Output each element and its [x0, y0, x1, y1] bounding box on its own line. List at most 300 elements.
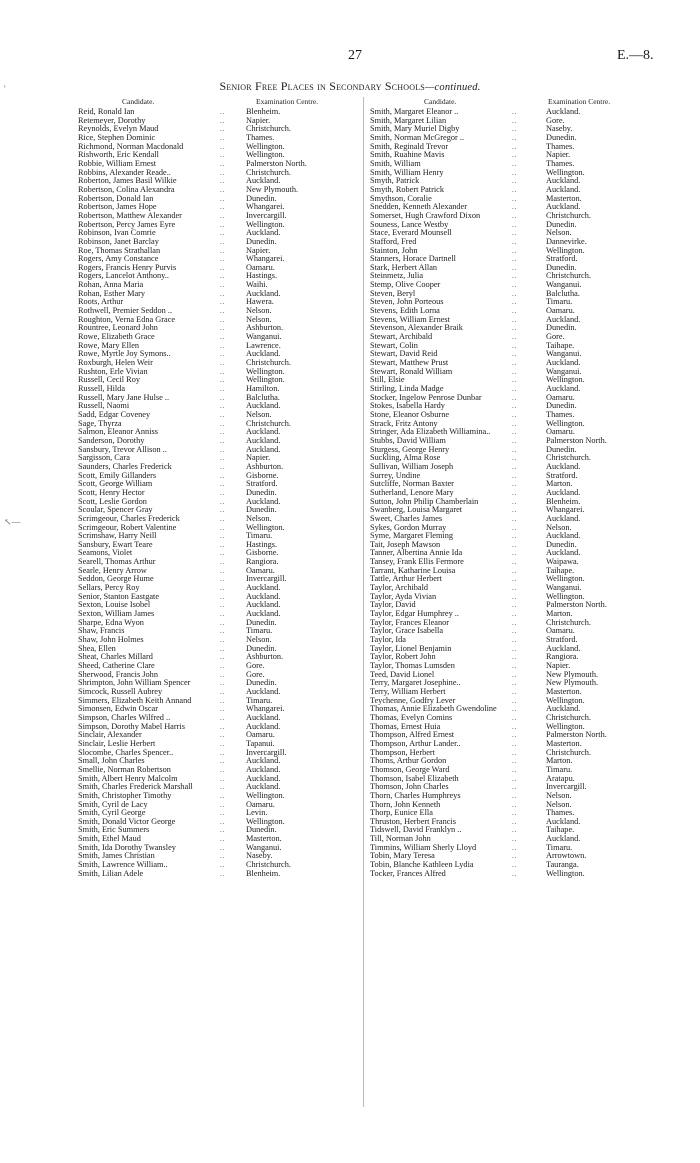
candidate-name: Retemeyer, Dorothy: [78, 115, 146, 125]
leader-dots: ..: [512, 523, 518, 532]
examination-centre: Auckland.: [246, 756, 281, 766]
leader-dots: ..: [512, 159, 518, 168]
examination-centre: Wellington.: [246, 141, 285, 151]
candidate-name: Scoular, Spencer Gray: [78, 505, 153, 515]
examination-centre: Christchurch.: [546, 617, 591, 627]
leader-dots: ..: [220, 246, 226, 255]
examination-centre: Timaru.: [546, 297, 573, 307]
candidate-name: Roxburgh, Helen Weir: [78, 358, 153, 368]
candidate-name: Slocombe, Charles Spencer..: [78, 747, 174, 757]
leader-dots: ..: [220, 610, 226, 619]
leader-dots: ..: [512, 385, 518, 393]
leader-dots: ..: [512, 333, 518, 342]
candidate-name: Thompson, Alfred Ernest: [370, 730, 455, 740]
leader-dots: ..: [512, 203, 518, 212]
candidate-name: Sansbury, Ewart Teare: [78, 539, 153, 549]
examination-centre: Ashburton.: [246, 323, 284, 333]
leader-dots: ..: [220, 826, 226, 835]
leader-dots: ..: [220, 367, 226, 376]
leader-dots: ..: [220, 592, 226, 601]
candidate-name: Tobin, Blanche Kathleen Lydia: [370, 860, 474, 870]
candidate-name: Terry, William Herbert: [370, 686, 446, 696]
candidate-name: Smith, Ida Dorothy Twansley: [78, 842, 176, 852]
candidate-name: Snedden, Kenneth Alexander: [370, 202, 467, 212]
leader-dots: ..: [512, 410, 518, 419]
examination-centre: Auckland.: [246, 444, 281, 454]
list-item: [78, 376, 394, 385]
candidate-name: Sinclair, Alexander: [78, 730, 142, 740]
candidate-name: Tobin, Mary Teresa: [370, 851, 435, 861]
leader-dots: ..: [220, 514, 226, 523]
examination-centre: Oamaru.: [546, 626, 575, 636]
leader-dots: ..: [220, 237, 226, 246]
examination-centre: Wellington.: [246, 375, 285, 385]
document-reference: E.—8.: [617, 48, 654, 63]
examination-centre: Auckland.: [546, 202, 581, 212]
candidate-name: Teed, David Lionel: [370, 669, 435, 679]
examination-centre: Nelson.: [246, 314, 272, 324]
leader-dots: ..: [220, 133, 226, 142]
list-item: [78, 619, 394, 628]
leader-dots: ..: [220, 324, 226, 333]
leader-dots: ..: [512, 315, 518, 324]
leader-dots: ..: [512, 462, 518, 471]
candidate-name: Scrimshaw, Harry Neill: [78, 531, 157, 541]
examination-centre: Christchurch.: [246, 167, 291, 177]
candidate-name: Smith, Reginald Trevor: [370, 141, 449, 151]
leader-dots: ..: [220, 385, 226, 393]
leader-dots: ..: [512, 307, 518, 316]
leader-dots: ..: [220, 757, 226, 766]
leader-dots: ..: [512, 636, 518, 645]
candidate-name: Stevens, Edith Lorna: [370, 306, 440, 316]
candidate-name: Stewart, Colin: [370, 340, 418, 350]
leader-dots: ..: [220, 428, 226, 437]
leader-dots: ..: [220, 436, 226, 445]
candidate-name: Sutcliffe, Norman Baxter: [370, 479, 454, 489]
candidate-name: Steven, Beryl: [370, 288, 416, 298]
leader-dots: ..: [220, 869, 226, 878]
candidate-name: Sexton, William James: [78, 609, 155, 619]
candidate-name: Sutherland, Lenore Mary: [370, 487, 454, 497]
candidate-name: Thorn, John Kenneth: [370, 799, 441, 809]
examination-centre: Auckland.: [246, 721, 281, 731]
candidate-name: Thompson, Herbert: [370, 747, 435, 757]
leader-dots: ..: [220, 566, 226, 575]
examination-centre: Gore.: [246, 661, 265, 670]
leader-dots: ..: [512, 125, 518, 134]
leader-dots: ..: [512, 592, 518, 601]
leader-dots: ..: [512, 480, 518, 489]
leader-dots: ..: [512, 108, 518, 116]
examination-centre: Wellington.: [246, 150, 285, 160]
candidate-name: Rishworth, Eric Kendall: [78, 150, 159, 160]
candidate-name: Russell, Cecil Roy: [78, 375, 140, 385]
examination-centre: Thames.: [546, 141, 575, 151]
page-number: 27: [348, 48, 362, 63]
examination-centre: Wellington.: [546, 574, 585, 584]
examination-centre: Auckland.: [246, 773, 281, 783]
candidate-name: Smith, Cyril George: [78, 808, 146, 818]
examination-centre: Dannevirke.: [546, 236, 587, 246]
candidate-name: Taylor, Ayda Vivian: [370, 591, 437, 601]
candidate-name: Salmon, Eleanor Anniss: [78, 427, 158, 437]
examination-centre: Wellington.: [246, 366, 285, 376]
leader-dots: ..: [220, 289, 226, 298]
candidate-name: Simmers, Elizabeth Keith Annand: [78, 695, 192, 705]
candidate-name: Sykes, Gordon Murray: [370, 522, 447, 532]
examination-centre: Auckland.: [246, 496, 281, 506]
examination-centre: Timaru.: [246, 626, 273, 636]
examination-centre: Dunedin.: [246, 643, 277, 653]
leader-dots: ..: [220, 151, 226, 160]
candidate-name: Scrimgeour, Robert Valentine: [78, 522, 177, 532]
leader-dots: ..: [220, 488, 226, 497]
examination-centre: Wellington.: [246, 522, 285, 532]
leader-dots: ..: [220, 584, 226, 593]
leader-dots: ..: [220, 168, 226, 177]
candidate-name: Roots, Arthur: [78, 297, 124, 307]
candidate-name: Stace, Everard Mounsell: [370, 228, 452, 238]
examination-centre: Wellington.: [546, 167, 585, 177]
candidate-name: Shrimpton, John William Spencer: [78, 678, 191, 688]
leader-dots: ..: [220, 532, 226, 541]
candidate-name: Robbins, Alexander Reade..: [78, 167, 171, 177]
leader-dots: ..: [512, 852, 518, 861]
examination-centre: Auckland.: [546, 643, 581, 653]
candidate-name: Sheat, Charles Millard: [78, 652, 153, 662]
leader-dots: ..: [512, 445, 518, 454]
examination-centre: Gore.: [246, 669, 265, 679]
examination-centre: Masterton.: [546, 193, 582, 203]
examination-centre: Dunedin.: [546, 262, 577, 272]
candidate-name: Thomson, John Charles: [370, 782, 449, 792]
leader-dots: ..: [220, 861, 226, 870]
examination-centre: Christchurch.: [246, 358, 291, 368]
leader-dots: ..: [220, 506, 226, 515]
leader-dots: ..: [512, 237, 518, 246]
examination-centre: Ashburton.: [246, 652, 284, 662]
leader-dots: ..: [512, 869, 518, 878]
examination-centre: Dunedin.: [246, 193, 277, 203]
examination-centre: Timaru.: [246, 531, 273, 541]
candidate-name: Reynolds, Evelyn Maud: [78, 124, 159, 134]
candidate-name: Robinson, Janet Barclay: [78, 236, 159, 246]
leader-dots: ..: [512, 341, 518, 350]
leader-dots: ..: [220, 272, 226, 281]
examination-centre: Christchurch.: [546, 453, 591, 463]
leader-dots: ..: [512, 488, 518, 497]
candidate-name: Stone, Eleanor Osburne: [370, 409, 450, 419]
examination-centre: Hastings.: [246, 271, 278, 281]
examination-centre: Nelson.: [546, 799, 572, 809]
examination-centre: Dunedin.: [246, 505, 277, 515]
examination-centre: Auckland.: [546, 314, 581, 324]
examination-centre: Palmerston North.: [546, 730, 607, 740]
leader-dots: ..: [220, 341, 226, 350]
candidate-name: Shaw, John Holmes: [78, 635, 144, 645]
candidate-name: Reid, Ronald Ian: [78, 107, 135, 116]
leader-dots: ..: [220, 255, 226, 264]
examination-centre: Auckland.: [246, 435, 281, 445]
leader-dots: ..: [512, 670, 518, 679]
leader-dots: ..: [512, 350, 518, 359]
candidate-name: Somerset, Hugh Crawford Dixon: [370, 210, 481, 220]
candidate-name: Russell, Hilda: [78, 384, 126, 393]
leader-dots: ..: [220, 800, 226, 809]
leader-dots: ..: [220, 696, 226, 705]
margin-arrow-mark: ↖—: [4, 517, 21, 527]
leader-dots: ..: [512, 393, 518, 402]
examination-centre: Wellington.: [546, 375, 585, 385]
centre-header: Examination Centre.: [548, 97, 611, 106]
leader-dots: ..: [512, 298, 518, 307]
examination-centre: Auckland.: [246, 176, 281, 186]
examination-centre: Tapanui.: [246, 738, 275, 748]
examination-centre: Invercargill.: [246, 210, 287, 220]
examination-centre: Auckland.: [246, 288, 281, 298]
examination-centre: Whangarei.: [246, 202, 285, 212]
candidate-name: Simpson, Dorothy Mabel Harris: [78, 721, 185, 731]
list-item: [370, 281, 686, 290]
leader-dots: ..: [220, 108, 226, 116]
examination-centre: Dunedin.: [246, 487, 277, 497]
candidate-name: Robertson, Percy James Eyre: [78, 219, 176, 229]
leader-dots: ..: [512, 800, 518, 809]
page-header: [0, 48, 700, 64]
examination-centre: Auckland.: [246, 609, 281, 619]
examination-centre: Napier.: [246, 453, 271, 463]
leader-dots: ..: [220, 575, 226, 584]
candidate-name: Seddon, George Hume: [78, 574, 154, 584]
leader-dots: ..: [512, 289, 518, 298]
leader-dots: ..: [512, 497, 518, 506]
examination-centre: Wanganui.: [246, 332, 282, 342]
examination-centre: Auckland.: [546, 184, 581, 194]
candidate-name: Thomas, Annie Elizabeth Gwendoline: [370, 704, 497, 714]
examination-centre: Masterton.: [246, 834, 282, 844]
candidate-name: Simonsen, Edwin Oscar: [78, 704, 158, 714]
leader-dots: ..: [220, 229, 226, 238]
examination-centre: Auckland.: [246, 600, 281, 610]
examination-centre: Thames.: [546, 409, 575, 419]
candidate-name: Taylor, Lionel Benjamin: [370, 643, 452, 653]
candidate-name: Stanners, Horace Dartnell: [370, 254, 456, 264]
examination-centre: Thames.: [546, 808, 575, 818]
candidate-name: Steinmetz, Julia: [370, 271, 423, 281]
leader-dots: ..: [512, 653, 518, 662]
leader-dots: ..: [220, 713, 226, 722]
candidate-name: Thruston, Herbert Francis: [370, 816, 456, 826]
candidate-name: Sinclair, Leslie Herbert: [78, 738, 156, 748]
leader-dots: ..: [512, 774, 518, 783]
examination-centre: Auckland.: [246, 349, 281, 359]
list-item: [78, 290, 394, 299]
candidate-header: Candidate.: [122, 97, 155, 106]
candidate-name: Stafford, Fred: [370, 236, 417, 246]
candidate-name: Smith, Norman McGregor ..: [370, 132, 465, 142]
examination-centre: Stratford.: [246, 479, 278, 489]
leader-dots: ..: [512, 757, 518, 766]
candidate-name: Thomas, Evelyn Comins: [370, 712, 453, 722]
examination-centre: Dunedin.: [546, 132, 577, 142]
candidate-name: Smith, Lilian Adele: [78, 868, 144, 878]
leader-dots: ..: [512, 428, 518, 437]
candidate-name: Senior, Stanton Eastgate: [78, 591, 160, 601]
candidate-name: Tattle, Arthur Herbert: [370, 574, 442, 584]
examination-centre: Auckland.: [546, 513, 581, 523]
leader-dots: ..: [220, 497, 226, 506]
examination-centre: Hawera.: [246, 297, 274, 307]
leader-dots: ..: [220, 116, 226, 125]
leader-dots: ..: [512, 826, 518, 835]
examination-centre: Auckland.: [546, 461, 581, 471]
leader-dots: ..: [220, 774, 226, 783]
examination-centre: New Plymouth.: [546, 669, 599, 679]
examination-centre: Wellington.: [546, 721, 585, 731]
examination-centre: Oamaru.: [246, 262, 275, 272]
leader-dots: ..: [220, 523, 226, 532]
leader-dots: ..: [220, 722, 226, 731]
examination-centre: Gisborne.: [246, 548, 279, 558]
leader-dots: ..: [512, 731, 518, 740]
leader-dots: ..: [220, 462, 226, 471]
leader-dots: ..: [512, 194, 518, 203]
examination-centre: Wanganui.: [546, 583, 582, 593]
examination-centre: Dunedin.: [546, 401, 577, 411]
candidate-name: Taylor, Ida: [370, 635, 406, 645]
leader-dots: ..: [220, 662, 226, 670]
list-item: [370, 368, 686, 377]
leader-dots: ..: [220, 376, 226, 385]
examination-centre: Stratford.: [546, 254, 578, 264]
examination-centre: Rangiora.: [246, 557, 279, 567]
examination-centre: Gore.: [546, 115, 565, 125]
examination-centre: Whangarei.: [246, 254, 285, 264]
leader-dots: ..: [220, 835, 226, 844]
candidate-name: Stocker, Ingelow Penrose Dunbar: [370, 392, 482, 402]
examination-centre: Oamaru.: [546, 392, 575, 402]
candidate-name: Thompson, Arthur Lander..: [370, 738, 461, 748]
examination-centre: Auckland.: [546, 358, 581, 368]
leader-dots: ..: [220, 194, 226, 203]
examination-centre: Levin.: [246, 808, 268, 818]
candidate-name: Smith, Margaret Eleanor ..: [370, 107, 459, 116]
candidate-name: Rowe, Myrtle Joy Symons..: [78, 349, 171, 359]
leader-dots: ..: [512, 185, 518, 194]
candidate-name: Sherwood, Francis John: [78, 669, 158, 679]
examination-centre: Stratford.: [546, 635, 578, 645]
examination-centre: Christchurch.: [546, 712, 591, 722]
leader-dots: ..: [220, 125, 226, 134]
examination-centre: Auckland.: [546, 107, 581, 116]
examination-centre: Dunedin.: [546, 539, 577, 549]
leader-dots: ..: [512, 584, 518, 593]
candidate-name: Rogers, Lancelot Anthony..: [78, 271, 169, 281]
list-item: [78, 411, 394, 420]
candidate-name: Thomson, Isabel Elizabeth: [370, 773, 459, 783]
examination-centre: Auckland.: [546, 834, 581, 844]
examination-centre: Wellington.: [546, 868, 585, 878]
leader-dots: ..: [220, 679, 226, 688]
candidate-name: Tanner, Albertina Annie Ida: [370, 548, 463, 558]
candidate-name: Taylor, Grace Isabella: [370, 626, 444, 636]
leader-dots: ..: [220, 809, 226, 818]
candidate-name: Seamons, Violet: [78, 548, 133, 558]
examination-centre: Dunedin.: [546, 444, 577, 454]
candidate-name: Smythson, Coralie: [370, 193, 432, 203]
section-title-suffix: —continued.: [424, 82, 481, 93]
examination-centre: New Plymouth.: [546, 678, 599, 688]
examination-centre: Gore.: [546, 332, 565, 342]
leader-dots: ..: [512, 177, 518, 186]
examination-centre: Nelson.: [246, 635, 272, 645]
examination-centre: Hastings.: [246, 539, 278, 549]
candidate-name: Smith, Lawrence William..: [78, 860, 168, 870]
leader-dots: ..: [512, 133, 518, 142]
leader-dots: ..: [512, 359, 518, 368]
candidate-name: Smith, Mary Muriel Digby: [370, 124, 460, 134]
leader-dots: ..: [220, 393, 226, 402]
examination-centre: Wanganui.: [246, 842, 282, 852]
candidate-name: Roberton, James Basil Wilkie: [78, 176, 177, 186]
examination-centre: Palmerston North.: [546, 600, 607, 610]
examination-centre: Oamaru.: [246, 799, 275, 809]
examination-centre: Auckland.: [246, 228, 281, 238]
examination-centre: Balclutha.: [246, 392, 280, 402]
leader-dots: ..: [512, 324, 518, 333]
examination-centre: Gisborne.: [246, 470, 279, 480]
leader-dots: ..: [220, 601, 226, 610]
leader-dots: ..: [512, 644, 518, 653]
examination-centre: Dunedin.: [246, 236, 277, 246]
examination-centre: Hamilton.: [246, 384, 280, 393]
leader-dots: ..: [512, 566, 518, 575]
examination-centre: Palmerston North.: [546, 435, 607, 445]
examination-centre: Thames.: [546, 158, 575, 168]
candidate-name: Taylor, David: [370, 600, 416, 610]
leader-dots: ..: [512, 791, 518, 800]
leader-dots: ..: [512, 540, 518, 549]
leader-dots: ..: [220, 540, 226, 549]
leader-dots: ..: [220, 445, 226, 454]
leader-dots: ..: [220, 177, 226, 186]
candidate-name: Sutton, John Philip Chamberlain: [370, 496, 479, 506]
left-column: [78, 97, 394, 878]
candidate-name: Scott, Henry Hector: [78, 487, 145, 497]
leader-dots: ..: [220, 817, 226, 826]
examination-centre: Taihape.: [546, 565, 575, 575]
leader-dots: ..: [512, 705, 518, 714]
list-item: [370, 229, 686, 238]
list-item: [370, 627, 686, 636]
candidate-name: Rountree, Leonard John: [78, 323, 158, 333]
examination-centre: Napier.: [546, 150, 571, 160]
leader-dots: ..: [512, 376, 518, 385]
leader-dots: ..: [512, 601, 518, 610]
examination-centre: Auckland.: [246, 782, 281, 792]
leader-dots: ..: [220, 211, 226, 220]
examination-centre: Masterton.: [546, 686, 582, 696]
leader-dots: ..: [512, 367, 518, 376]
examination-centre: Christchurch.: [246, 124, 291, 134]
examination-centre: Oamaru.: [546, 306, 575, 316]
leader-dots: ..: [512, 255, 518, 264]
candidate-name: Smith, Donald Victor George: [78, 816, 176, 826]
candidate-name: Rice, Stephen Dominic: [78, 132, 156, 142]
candidate-name: Sage, Thyrza: [78, 418, 122, 428]
candidate-header: Candidate.: [424, 97, 457, 106]
